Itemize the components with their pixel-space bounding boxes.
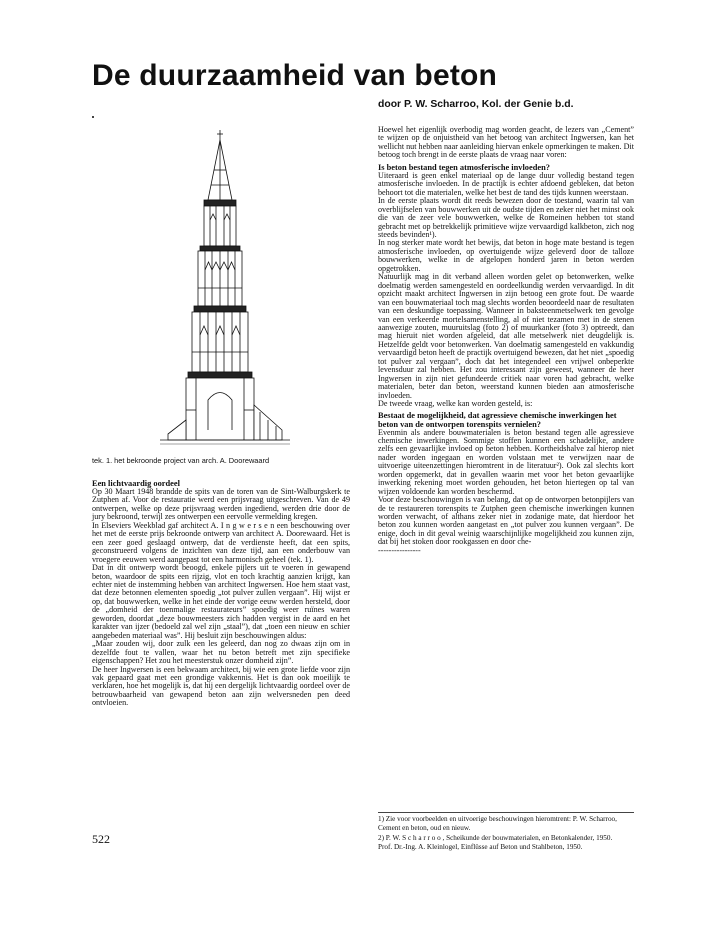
footnote: Prof. Dr.-Ing. A. Kleinlogel, Einflüsse auf Beton und Stahlbeton, 1950.	[378, 843, 583, 852]
church-tower-drawing-icon	[160, 130, 290, 450]
paragraph: Evenmin als andere bouwmaterialen is beton bestand tegen alle agressieve chemische inwerkingen. Sommige stoffen kunnen een schadelijke, andere zelfs een gevaarlijke invloed op beton hebben. Kortheidshalve zal hierop niet nader worden ingegaan en worden volstaan met te verwijzen naar de uitvoerige uiteenzettingen hieromtrent in de literatuur²). Ook zal slechts kort worden opgemerkt, dat in gevallen waarin met voor het beton gevaarlijke inwerking rekening moet worden gehouden, het beton hiertegen op tal van wijzen voldoende kan worden beschermd.	[378, 427, 634, 496]
paragraph: In Elseviers Weekblad gaf architect A. I n g w e r s e n een beschouwing over het met de eerste prijs bekroonde ontwerp van architect A. Doorewaard. Het is een zeer goed geslaagd ontwerp, dat de verdienste heeft, dat een spits, geconstrueerd volgens de inzichten van deze tijd, aan een onderbouw van vroegere eeuwen werd aangepast tot een harmonisch geheel (tek. 1).	[92, 520, 350, 564]
footnotes	[378, 812, 634, 853]
paragraph: „Maar zouden wij, door zulk een les geleerd, dan nog zo dwaas zijn om in dezelfde fout te vallen, waar het nu beton betreft met zijn specifieke eigenschappen? Het zou het meesterstuk onzer domheid zijn”.	[92, 639, 350, 666]
page-number: 522	[92, 832, 110, 846]
footnote: 2) P. W. S c h a r r o o , Scheikunde der bouwmaterialen, en Betonkalender, 1950.	[378, 833, 613, 842]
section-heading: Een lichtvaardig oordeel	[92, 479, 180, 488]
paragraph: De heer Ingwersen is een bekwaam architect, bij wie een grote liefde voor zijn vak gepaard gaat met een grondige vakkennis. Het is dan ook moeilijk te verklaren, hoe het mogelijk is, dat hij een dergelijk lichtvaardig oordeel over de betrouwbaarheid van gewapend beton aan zijn welversneden pen deed ontvloeien.	[92, 664, 350, 708]
stray-mark	[92, 116, 94, 118]
author-byline: door P. W. Scharroo, Kol. der Genie b.d.	[378, 99, 574, 110]
paragraph: Voor deze beschouwingen is van belang, dat op de ontworpen betonpijlers van de te restaureren torenspits te Zutphen geen chemische inwerkingen kunnen worden verwacht, of althans zeker niet in zodanige mate, dat hierdoor het beton zou kunnen worden aangetast en „tot pulver zou kunnen vergaan”. De enige, doch in dit geval weinig waarschijnlijke mogelijkheid zou kunnen zijn, dat bij het stoken door rookgassen en door che-	[378, 495, 634, 547]
paragraph: In nog sterker mate wordt het bewijs, dat beton in hoge mate bestand is tegen atmosferische invloeden, op overtuigende wijze geleverd door de talloze bouwwerken, welke in de afgelopen honderd jaren in beton werden opgetrokken.	[378, 238, 634, 273]
footnote: 1) Zie voor voorbeelden en uitvoerige beschouwingen hieromtrent: P. W. Scharroo, Cement en beton, oud en nieuw.	[378, 815, 617, 833]
paragraph: De tweede vraag, welke kan worden gesteld, is:	[378, 399, 533, 409]
paragraph: Natuurlijk mag in dit verband alleen worden gelet op betonwerken, welke doelmatig werden samengesteld en oordeelkundig werden vervaardigd. In dit opzicht maakt architect Ingwersen in zijn betoog een grote fout. De waarde van een bouwmateriaal toch mag slechts worden beoordeeld naar de resultaten van een deskundige toepassing. Wanneer in baksteenmetselwerk ten gevolge van een verkeerde mortelsamenstelling, al of niet tezamen met in de stenen aanwezige zouten, muuruitslag (foto 2) of muurkanker (foto 3) optreedt, dan mag hieruit niet worden afgeleid, dat alle metselwerk niet deugdelijk is. Hetzelfde geldt voor betonwerken. Van doelmatig samengesteld en vakkundig vervaardigd beton heeft de practijk overtuigend bewezen, dat het niet „spoedig tot pulver zal vergaan”, doch dat het integendeel een vrijwel onbeperkte levensduur zal hebben. Het zou interessant zijn geweest, wanneer de heer Ingwersen in zijn niet gefundeerde critiek naar voren had gebracht, welke materialen, beter dan beton, weerstand kunnen bieden aan atmosferische invloeden.	[378, 272, 634, 400]
section-heading: Is beton bestand tegen atmosferische invloeden?	[378, 162, 550, 172]
intro-paragraph: Hoewel het eigenlijk overbodig mag worden geacht, de lezers van „Cement” te wijzen op de onjuistheid van het betoog van architect Ingwersen, kan het wellicht nut hebben naar aanleiding hiervan enkele opmerkingen te maken. Dit betoog toch brengt in de eerste plaats de vraag naar voren:	[378, 125, 634, 160]
figure-caption: tek. 1. het bekroonde project van arch. A. Doorewaard	[92, 456, 270, 465]
paragraph: Op 30 Maart 1948 brandde de spits van de toren van de Sint-Walburgskerk te Zutphen af. Voor de restauratie werd een prijsvraag uitgeschreven. Van de 49 ontwerpen, welke op deze prijsvraag werden ingediend, werden drie door de jury bekroond, terwijl zes ontwerpen een eervolle vermelding kregen.	[92, 487, 350, 522]
paragraph: Dat in dit ontwerp wordt beoogd, enkele pijlers uit te voeren in gewapend beton, waardoor de spits een rijzig, vlot en toch krachtig aanzien krijgt, kan echter niet de instemming hebben van architect Ingwersen. Hoe hem staat vast, dat deze betonnen elementen spoedig „tot pulver zullen vergaan”. Hij wijst er op, dat bouwwerken, welke in het einde der vorige eeuw werden hersteld, door de „domheid der toenmalige restaurateurs” spoedig weer ruïnes waren geworden, doordat „deze bouwmeesters zich hadden vergist in de aard en het karakter van ijzer (bedoeld zal wel zijn „staal”), dat „toen een nieuw en schier aangebeden materiaal was”. Hij besluit zijn beschouwingen aldus:	[92, 563, 350, 640]
right-column	[378, 126, 634, 555]
left-column	[92, 479, 350, 708]
article-title: De duurzaamheid van beton	[92, 59, 498, 92]
continuation-dashes: ----------------	[378, 545, 421, 555]
paragraph: In de eerste plaats wordt dit reeds bewezen door de toestand, waarin tal van overblijfselen van bouwwerken uit de oudste tijden en zeker niet het minst ook die van de zeer vele bouwwerken, welke de Romeinen hebben tot stand gebracht met op betrekkelijk primitieve wijze vervaardigd kalkbeton, zich nog steeds bevinden¹).	[378, 196, 634, 239]
paragraph: Uiteraard is geen enkel materiaal op de lange duur volledig bestand tegen atmosferische invloeden. In de practijk is echter afdoend gebleken, dat beton behoort tot die materialen, welke het best de tand des tijds kunnen weerstaan.	[378, 170, 634, 197]
section-heading: Bestaat de mogelijkheid, dat agressieve chemische inwerkingen het beton van de ontworpen torenspits vernielen?	[378, 410, 617, 429]
